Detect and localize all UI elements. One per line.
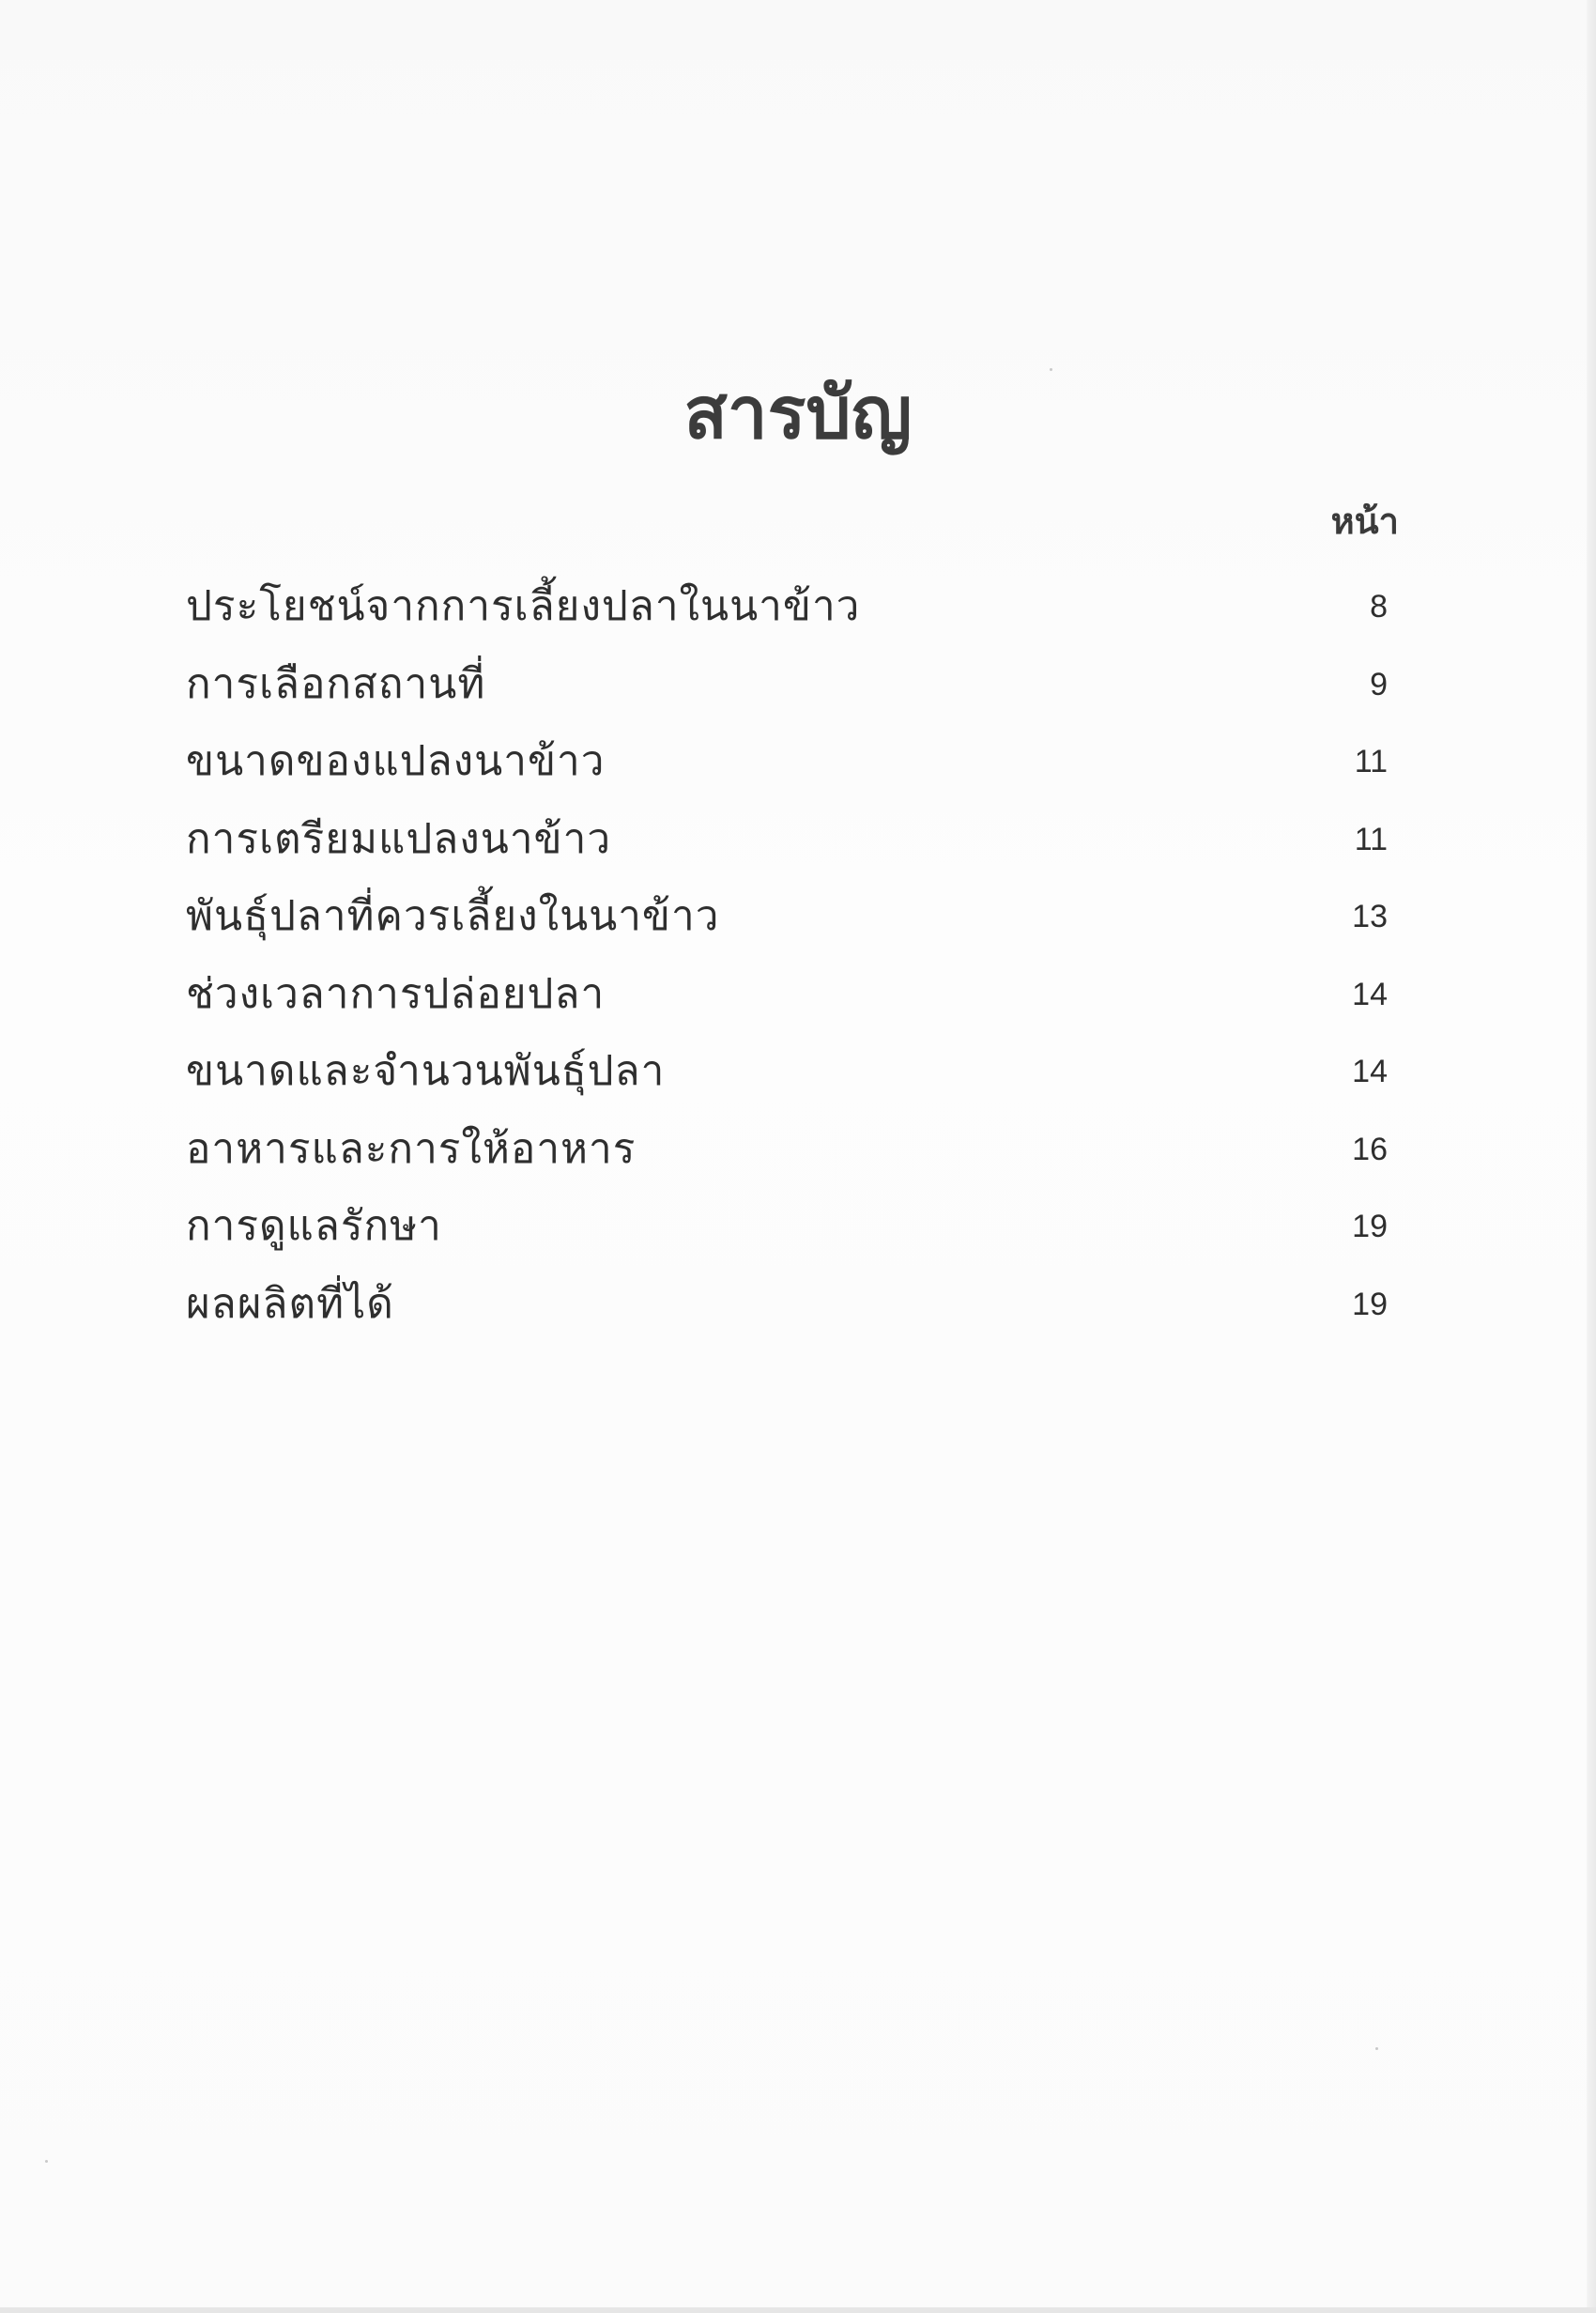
toc-entry-page: 16	[1352, 1131, 1388, 1167]
toc-entry-page: 11	[1354, 821, 1388, 857]
toc-entry-title: การเตรียมแปลงนาข้าว	[186, 814, 612, 863]
toc-entry-page: 19	[1352, 1286, 1388, 1322]
toc-entry-title: ประโยชน์จากการเลี้ยงปลาในนาข้าว	[186, 582, 861, 631]
toc-entry[interactable]	[186, 1111, 1388, 1189]
toc-entry-title: ขนาดของแปลงนาข้าว	[186, 737, 606, 786]
toc-entry[interactable]	[186, 723, 1388, 801]
toc-entry[interactable]	[186, 1033, 1388, 1111]
toc-entry[interactable]	[186, 956, 1388, 1034]
toc-entry-page: 8	[1370, 589, 1388, 625]
table-of-contents	[186, 568, 1388, 1343]
toc-entry-title: อาหารและการให้อาหาร	[186, 1124, 637, 1173]
toc-entry-page: 9	[1370, 666, 1388, 702]
page-title: สารบัญ	[683, 371, 913, 455]
toc-entry-title: การเลือกสถานที่	[186, 659, 486, 708]
page-edge-shadow	[1587, 0, 1596, 2313]
toc-entry-title: ผลผลิตที่ได้	[186, 1279, 394, 1328]
toc-entry-title: ขนาดและจำนวนพันธุ์ปลา	[186, 1047, 666, 1096]
toc-entry[interactable]	[186, 801, 1388, 879]
page-bottom-edge	[0, 2307, 1596, 2313]
toc-entry-title: พันธุ์ปลาที่ควรเลี้ยงในนาข้าว	[186, 892, 720, 941]
toc-entry-page: 14	[1352, 976, 1388, 1012]
toc-entry[interactable]	[186, 878, 1388, 956]
page-column-heading: หน้า	[1330, 500, 1399, 542]
toc-entry[interactable]	[186, 1266, 1388, 1344]
toc-entry-page: 19	[1352, 1209, 1388, 1245]
toc-entry-page: 11	[1354, 744, 1388, 780]
toc-entry[interactable]	[186, 568, 1388, 646]
toc-entry-title: ช่วงเวลาการปล่อยปลา	[186, 969, 606, 1018]
toc-entry-title: การดูแลรักษา	[186, 1202, 442, 1251]
paper-speck	[1375, 2047, 1378, 2050]
toc-entry[interactable]	[186, 646, 1388, 724]
toc-entry-page: 13	[1352, 899, 1388, 935]
paper-speck	[45, 2160, 48, 2163]
toc-entry-page: 14	[1352, 1054, 1388, 1090]
toc-entry[interactable]	[186, 1188, 1388, 1266]
